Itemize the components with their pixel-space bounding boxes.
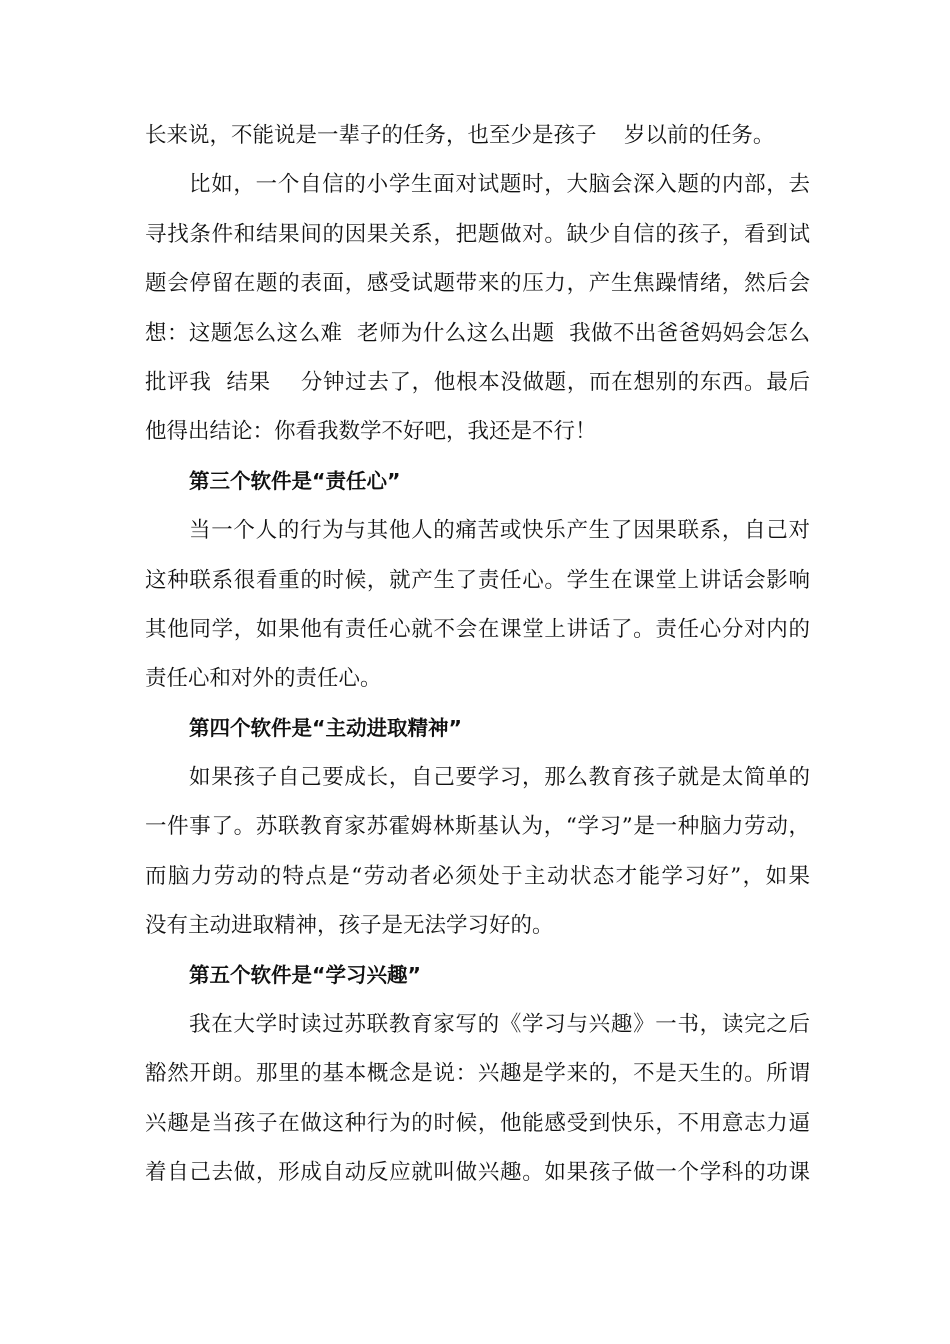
document-body — [145, 111, 810, 1198]
text-line-19: 我在大学时读过苏联教育家写的《学习与兴趣》一书，读完之后 — [189, 1012, 810, 1038]
section-heading-interest: 第五个软件是“学习兴趣” — [189, 962, 421, 987]
section-heading-initiative: 第四个软件是“主动进取精神” — [189, 715, 462, 740]
text-line-10: 这种联系很看重的时候，就产生了责任心。学生在课堂上讲话会影响 — [145, 567, 810, 593]
text-line-17: 没有主动进取精神，孩子是无法学习好的。 — [145, 913, 554, 939]
text-line-5: 想：这题怎么这么难 老师为什么这么出题 我做不出爸爸妈妈会怎么 — [145, 320, 810, 346]
text-line-14: 如果孩子自己要成长，自己要学习，那么教育孩子就是太简单的 — [189, 765, 810, 791]
text-line-9: 当一个人的行为与其他人的痛苦或快乐产生了因果联系，自己对 — [189, 518, 810, 544]
text-line-4: 题会停留在题的表面，感受试题带来的压力，产生焦躁情绪，然后会 — [145, 271, 810, 297]
text-line-15: 一件事了。苏联教育家苏霍姆林斯基认为，“学习”是一种脑力劳动， — [145, 814, 810, 840]
text-line-2: 比如，一个自信的小学生面对试题时，大脑会深入题的内部，去 — [189, 172, 810, 198]
section-heading-responsibility: 第三个软件是“责任心” — [189, 468, 401, 493]
text-line-16: 而脑力劳动的特点是“劳动者必须处于主动状态才能学习好”，如果 — [145, 863, 810, 889]
text-line-12: 责任心和对外的责任心。 — [145, 666, 382, 692]
text-line-3: 寻找条件和结果间的因果关系，把题做对。缺少自信的孩子，看到试 — [145, 221, 810, 247]
text-line-6: 批评我 结果 分钟过去了，他根本没做题，而在想别的东西。最后 — [145, 369, 810, 395]
text-line-1: 长来说，不能说是一辈子的任务，也至少是孩子 岁以前的任务。 — [145, 123, 775, 148]
text-line-11: 其他同学，如果他有责任心就不会在课堂上讲话了。责任心分对内的 — [145, 616, 810, 642]
text-line-20: 豁然开朗。那里的基本概念是说：兴趣是学来的，不是天生的。所谓 — [145, 1061, 810, 1087]
text-line-22: 着自己去做，形成自动反应就叫做兴趣。如果孩子做一个学科的功课 — [145, 1160, 810, 1186]
text-line-7: 他得出结论：你看我数学不好吧，我还是不行！ — [145, 419, 597, 445]
text-line-21: 兴趣是当孩子在做这种行为的时候，他能感受到快乐，不用意志力逼 — [145, 1110, 810, 1136]
